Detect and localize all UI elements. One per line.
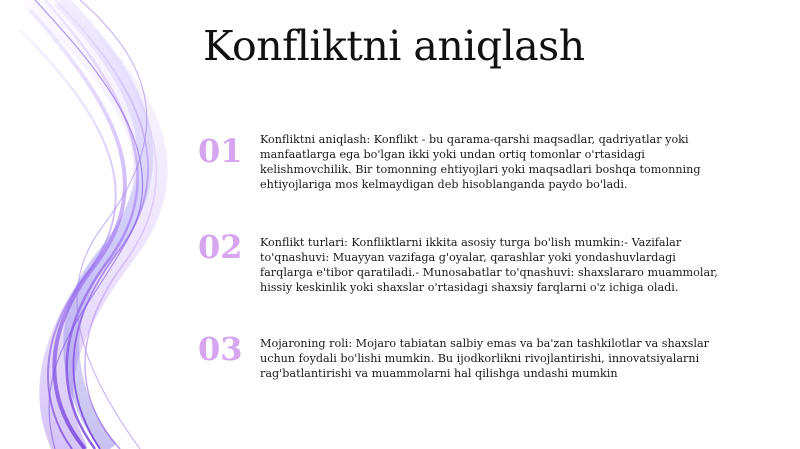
item-text: Mojaroning roli: Mojaro tabiatan salbiy emas va ba'zan tashkilotlar va shaxslar uchun foydali bo'lishi mumkin. Bu ijodkorlikni rivojlantirishi, innovatsiyalarni rag'batlantirishi va muammolarni hal qilishga undashi mumkin	[260, 337, 709, 380]
decorative-wave-ribbon	[0, 0, 200, 449]
item-number: 01	[198, 132, 243, 170]
item-number: 02	[198, 228, 243, 266]
slide-title: Konfliktni aniqlash	[203, 22, 585, 70]
item-text: Konflikt turlari: Konfliktlarni ikkita asosiy turga bo'lish mumkin:- Vazifalar to'qnashuvi: Muayyan vazifaga g'oyalar, qarashlar yoki yondashuvlardagi farqlarga e'tibor qaratiladi.- Munosabatlar to'qnashuvi: shaxslararo muammolar, hissiy keskinlik yoki shaxslar o'rtasidagi shaxsiy farqlarni o'z ichiga oladi.	[260, 236, 718, 294]
item-number: 03	[198, 330, 243, 368]
item-text: Konfliktni aniqlash: Konflikt - bu qarama-qarshi maqsadlar, qadriyatlar yoki manfaatlarga ega bo'lgan ikki yoki undan ortiq tomonlar o'rtasidagi kelishmovchilik. Bir tomonning ehtiyojlari yoki maqsadlari boshqa tomonning ehtiyojlariga mos kelmaydigan deb hisoblanganda paydo bo'ladi.	[260, 133, 701, 191]
